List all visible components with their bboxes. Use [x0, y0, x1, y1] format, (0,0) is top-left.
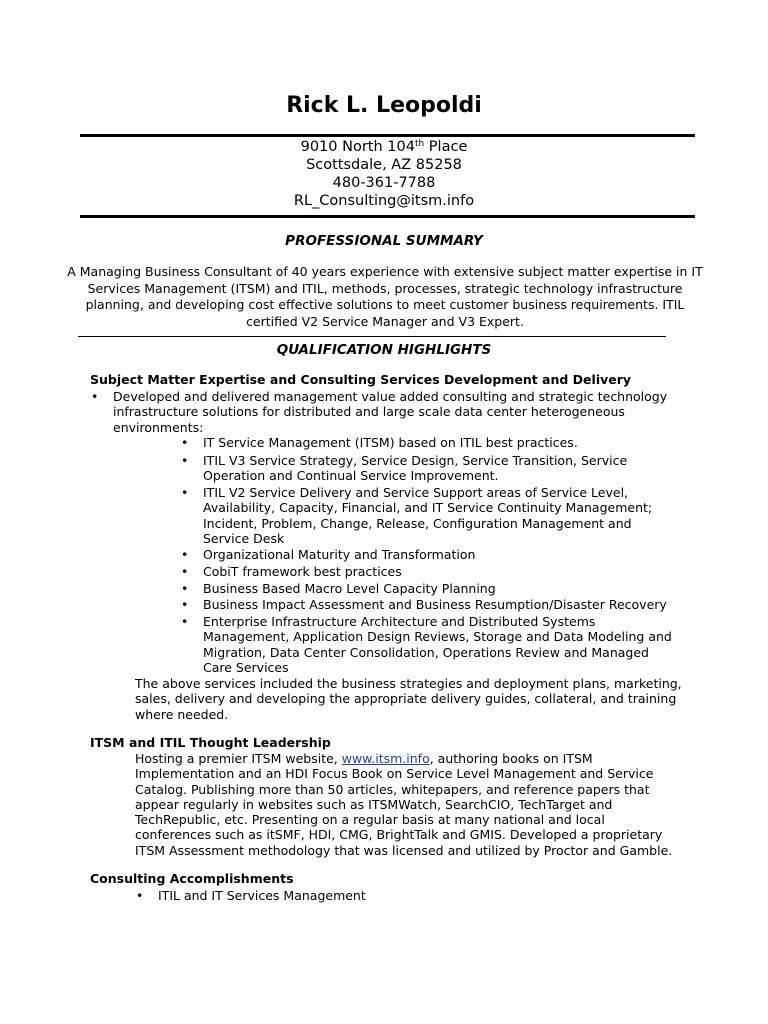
consulting-heading: Consulting Accomplishments — [90, 871, 294, 886]
itsm-website-link[interactable]: www.itsm.info — [341, 751, 430, 766]
header-rule-bottom — [80, 215, 695, 218]
bullet-icon: • — [181, 435, 189, 450]
summary-divider — [78, 336, 666, 337]
main-bullet-text: Developed and delivered management value added consulting and strategic technology infrastructure solutions for distributed and large scale data center heterogeneous environments: — [113, 389, 668, 435]
itsm-paragraph: Hosting a premier ITSM website, www.itsm.info, authoring books on ITSM Implementation and an HDI Focus Book on Service Level Management and Service Catalog. Publishing more than 50 articles, whitepapers, and reference papers that appear regularly in websites such as ITSMWatch, SearchCIO, TechTarget and TechRepublic, etc. Presenting on a regular basis at many national and local conferences such as itSMF, HDI, CMG, BrightTalk and GMIS. Developed a proprietary ITSM Assessment methodology that was licensed and utilized by Proctor and Gamble. — [135, 751, 673, 858]
sub-bullet-item: ITIL V2 Service Delivery and Service Support areas of Service Level, Availability, Capacity, Financial, and IT Service Continuity Management; Incident, Problem, Change, Release, Configuration Management and Service Desk — [203, 485, 653, 546]
header-rule-top — [80, 134, 695, 137]
bullet-icon: • — [181, 547, 189, 562]
bullet-icon: • — [181, 614, 189, 629]
itsm-heading: ITSM and ITIL Thought Leadership — [90, 735, 331, 750]
services-note: The above services included the business strategies and deployment plans, marketing, sales, delivery and developing the appropriate delivery guides, collateral, and training where needed. — [135, 676, 682, 722]
bullet-icon: • — [181, 453, 189, 468]
address-line-2: Scottsdale, AZ 85258 — [306, 157, 462, 173]
bullet-icon: • — [181, 597, 189, 612]
sub-bullet-item: Enterprise Infrastructure Architecture and Distributed Systems Management, Application Design Reviews, Storage and Data Modeling and Migration, Data Center Consolidation, Operations Review and Managed Care Services — [203, 614, 672, 675]
sub-bullet-item: ITIL V3 Service Strategy, Service Design, Service Transition, Service Operation and Continual Service Improvement. — [203, 453, 628, 484]
bullet-icon: • — [181, 564, 189, 579]
sub-bullet-item: Organizational Maturity and Transformation — [203, 547, 476, 562]
bullet-icon: • — [181, 581, 189, 596]
sme-heading: Subject Matter Expertise and Consulting Services Development and Delivery — [90, 372, 632, 387]
bullet-icon: • — [91, 389, 99, 404]
bullet-icon: • — [136, 888, 144, 903]
consulting-bullet: ITIL and IT Services Management — [158, 888, 366, 903]
resume-name: Rick L. Leopoldi — [286, 93, 482, 118]
bullet-icon: • — [181, 485, 189, 500]
summary-title: PROFESSIONAL SUMMARY — [285, 233, 483, 249]
sub-bullet-item: Business Based Macro Level Capacity Planning — [203, 581, 496, 596]
sub-bullet-item: Business Impact Assessment and Business Resumption/Disaster Recovery — [203, 597, 667, 612]
summary-text: A Managing Business Consultant of 40 years experience with extensive subject matter expertise in IT Services Management (ITSM) and ITIL, methods, processes, strategic technology infrastructure planning, and developing cost effective solutions to meet customer business requirements. ITIL certified V2 Service Manager and V3 Expert. — [67, 264, 703, 329]
address-line-1: 9010 North 104th Place — [300, 139, 468, 155]
sub-bullet-item: IT Service Management (ITSM) based on ITIL best practices. — [203, 435, 578, 450]
highlights-title: QUALIFICATION HIGHLIGHTS — [276, 342, 492, 358]
phone-number: 480-361-7788 — [332, 175, 436, 191]
sub-bullet-item: CobiT framework best practices — [203, 564, 402, 579]
email-address: RL_Consulting@itsm.info — [293, 193, 475, 209]
